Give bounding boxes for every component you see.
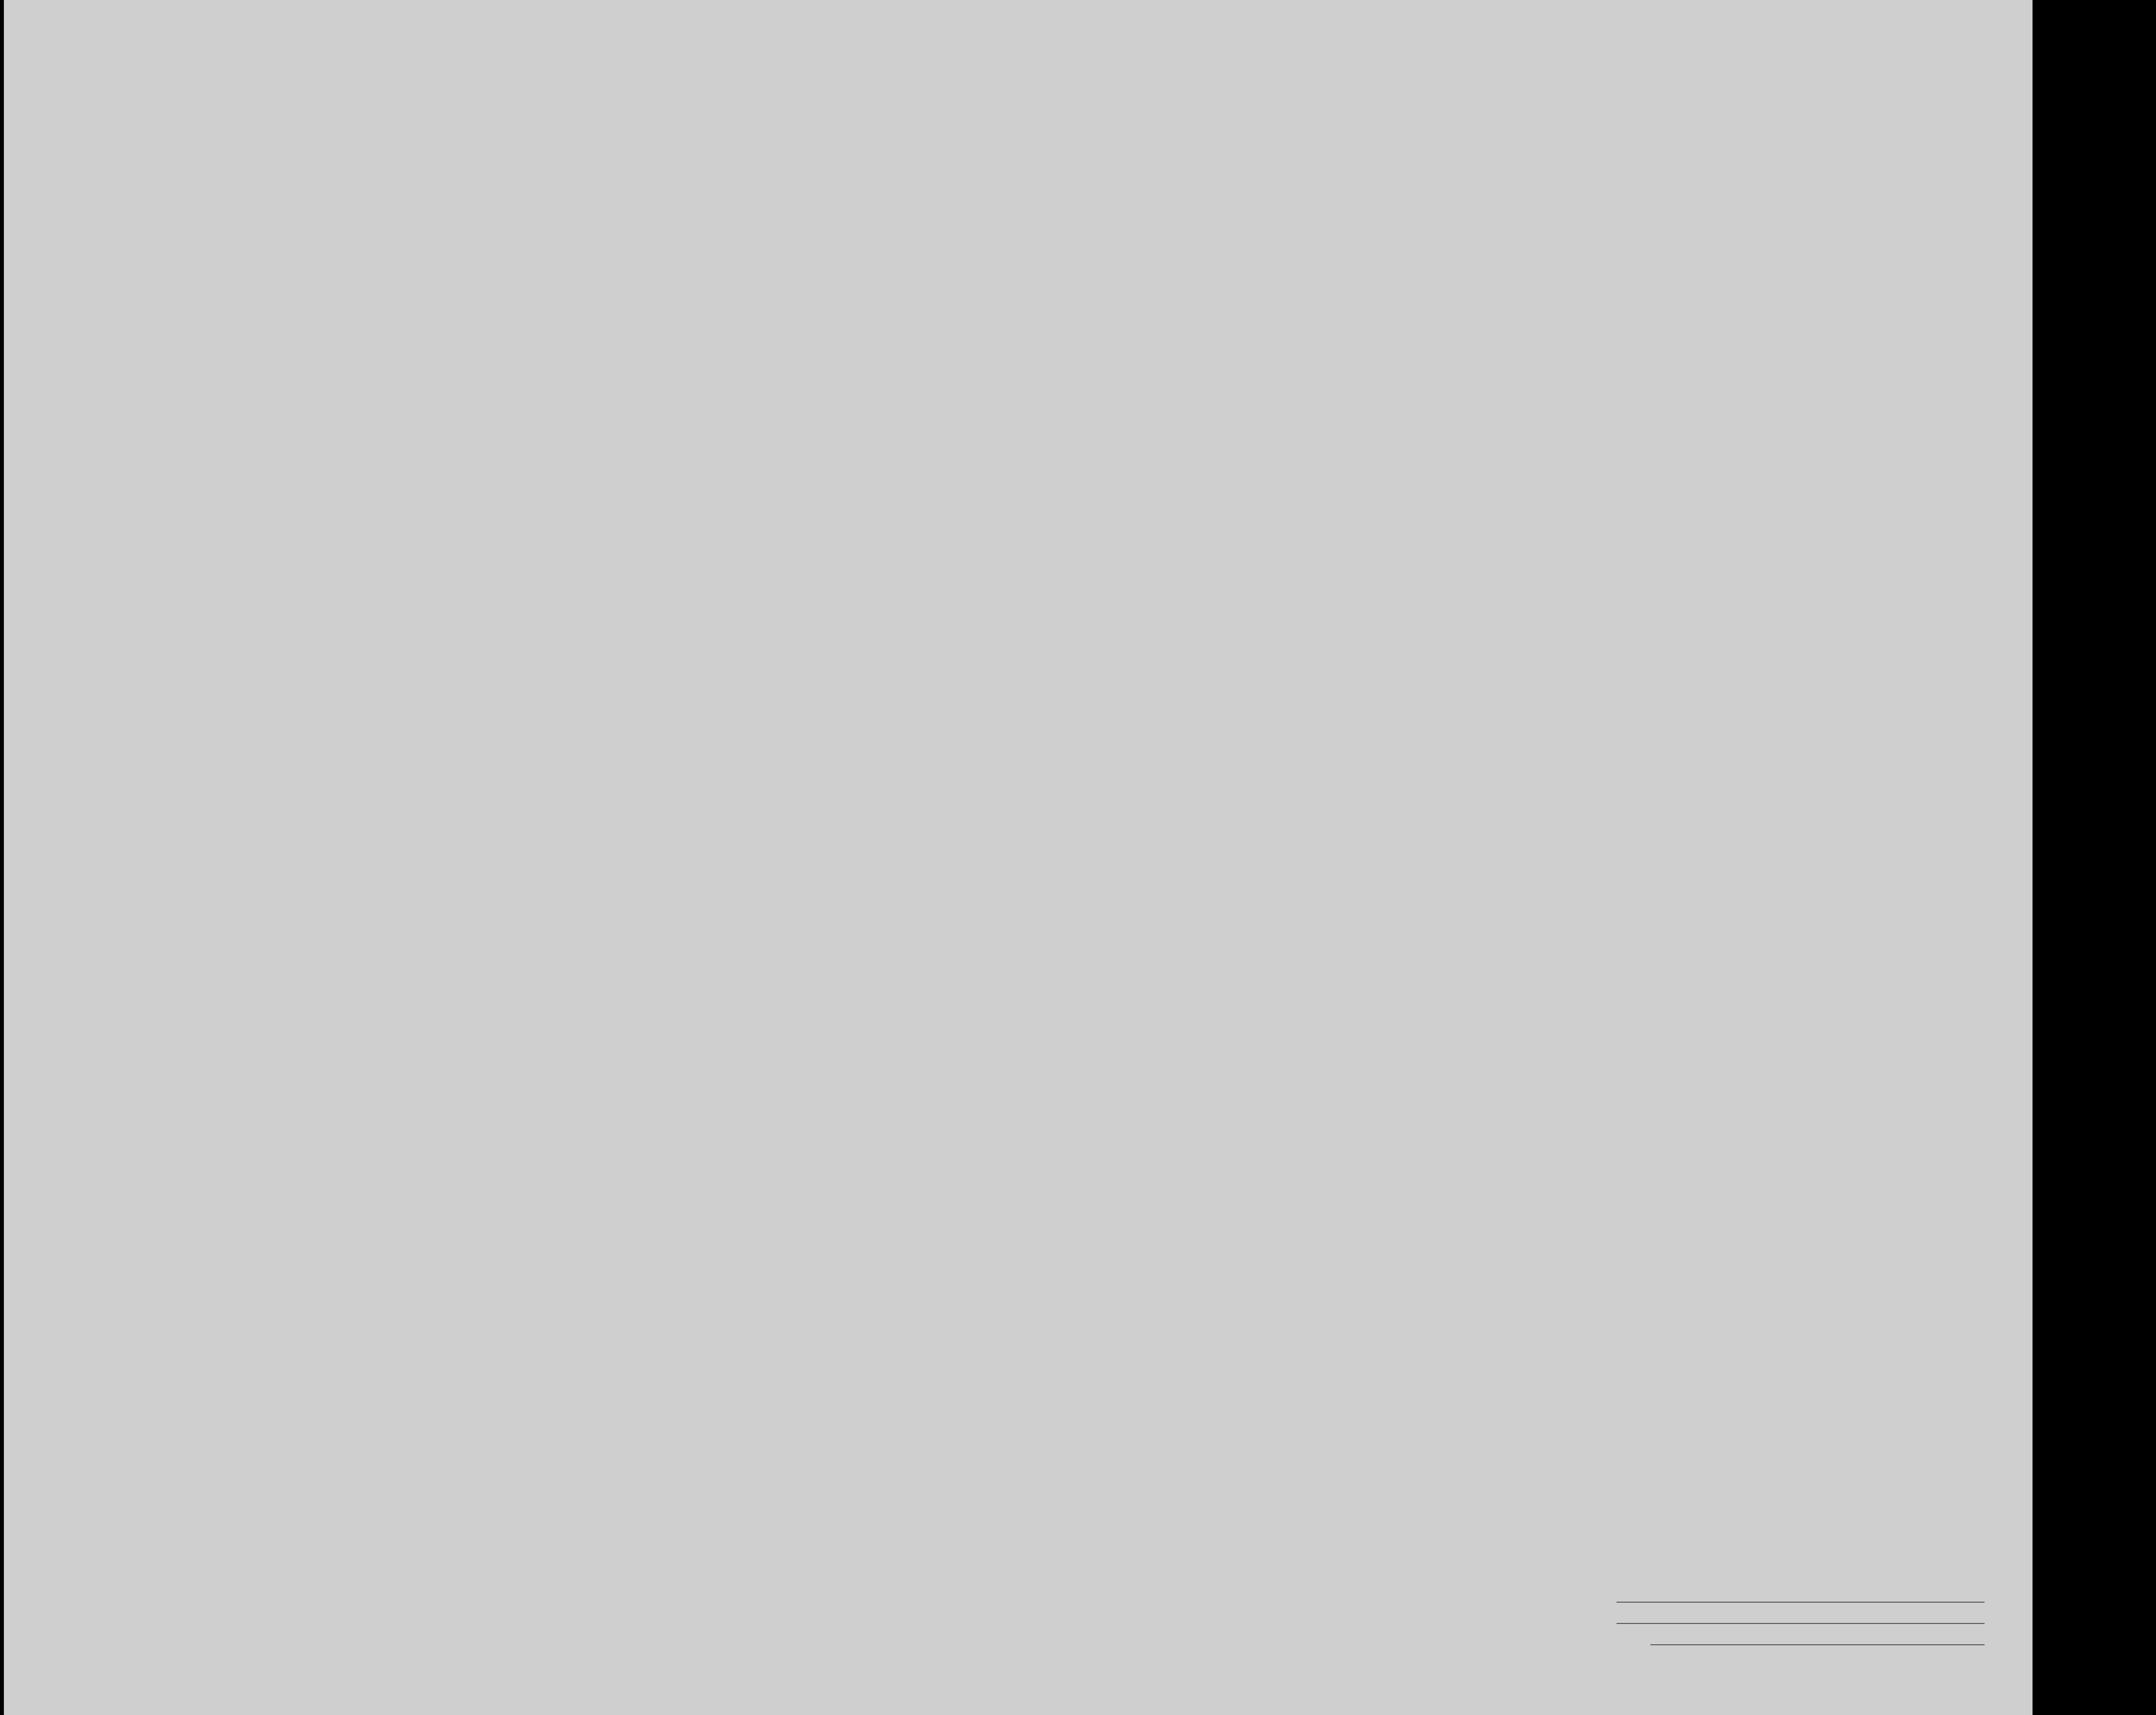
manifest-page xyxy=(4,0,2033,1715)
footer-rules xyxy=(1617,1598,2004,1647)
table-grid xyxy=(4,0,2033,1564)
